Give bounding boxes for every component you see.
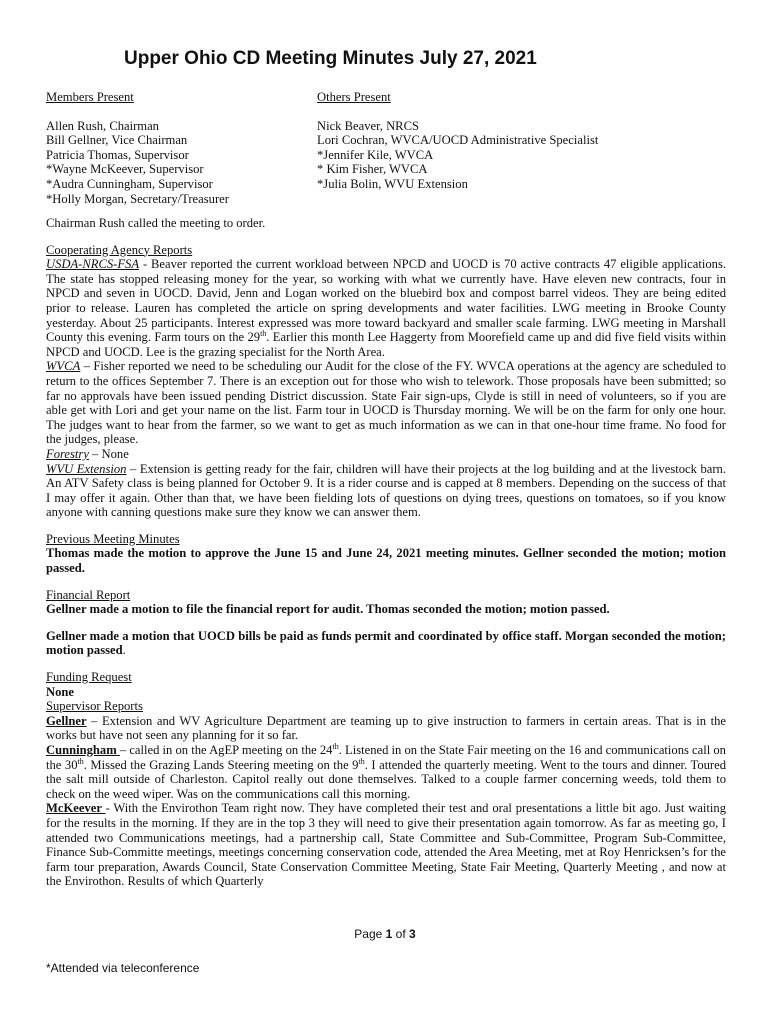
cunningham-text: – called in on the AgEP meeting on the 24 [119, 743, 333, 757]
financial-motion-2-end: . [122, 643, 126, 658]
wvu-label: WVU Extension [46, 461, 127, 476]
page-current: 1 [385, 927, 393, 941]
previous-minutes-motion: Thomas made the motion to approve the June 15 and June 24, 2021 meeting minutes. Gellner seconded the motion; motion passed. [46, 546, 726, 576]
gellner-label: Gellner [46, 713, 87, 728]
cunningham-text-4: . I attended the quarterly meeting. Went to the tours and dinner. Toured the salt mill outside of Charleston. Capitol really out done themselves. Talked to a couple farmer concerning weeds, told them to check on the weed wiper. Was on the communications call this morning. [46, 757, 726, 801]
funding-request-header: Funding Request [46, 670, 132, 685]
previous-minutes-header: Previous Meeting Minutes [46, 531, 180, 546]
others-present-header: Others Present [317, 90, 391, 104]
member-name: Allen Rush, Chairman [46, 118, 159, 133]
usda-report [46, 257, 726, 359]
page-total: 3 [409, 927, 416, 941]
minutes-body [46, 216, 726, 889]
member-name: *Wayne McKeever, Supervisor [46, 162, 204, 177]
mckeever-text: - With the Envirothon Team right now. They have completed their test and oral presentations a little bit ago. Just waiting for the results in the morning. If they are in the top 3 they will need to give their presentation again tomorrow. As far as meeting go, I attended two Communications meetings, had a partnership call, State Committee and Sub-Committee, Program Sub-Committee, Finance Sub-Committe meetings, meetings concerning conservation code, attended the Area Meeting, met at Roy Henricksen’s for the farm tour preparation, Awards Council, State Conservation Committee Meeting, State Fair Meeting, Quarterly Meeting , and now at the Envirothon. Results of which Quarterly [46, 801, 726, 889]
member-name: *Holly Morgan, Secretary/Treasurer [46, 191, 229, 206]
member-name: Patricia Thomas, Supervisor [46, 147, 189, 162]
financial-report-header: Financial Report [46, 587, 131, 602]
forestry-text: – None [88, 446, 129, 461]
wvca-report [46, 359, 726, 447]
usda-sup: th [260, 328, 267, 338]
page-prefix: Page [354, 927, 386, 941]
page-number [0, 927, 770, 941]
page-of: of [392, 927, 410, 941]
cunningham-sup-1: th [332, 741, 339, 751]
financial-motion-2 [46, 629, 726, 658]
wvca-text: – Fisher reported we need to be scheduling our Audit for the close of the FY. WVCA operations at the agency are scheduled to return to the offices September 7. There is an exception out for those who wish to telework. Those proposals have been submitted; so far no approvals have been issued pending District discussion. State Fair sign-ups, Clyde is still in need of volunteers, so if you are able get with Lori and get your name on the list. Farm tour in UOCD is Thursday morning. We will be on the farm for only one hour. The judges want to hear from the farmer, so we want to get as much information as we can in that one-hour time frame. No food for the judges, please. [46, 359, 726, 447]
usda-text: - Beaver reported the current workload between NPCD and UOCD is 70 active contracts 47 eligible applications. The state has stopped releasing money for the year, so working with what we currently have. Have eleven new contracts, four in NPCD and seven in UOCD. David, Jenn and Logan worked on the bluebird box and compost barrel videos. They are being edited prior to release. Lauren has completed the article on spring developments and water facilities. LWG meeting in Brooke County yesterday. About 25 participants. Interest expressed was more toward backyard and smaller scale farming. LWG meeting in Marshall County this evening. Farm tours on the 29 [46, 257, 726, 345]
other-name: * Kim Fisher, WVCA [317, 162, 428, 177]
cunningham-report [46, 743, 726, 801]
usda-label: USDA-NRCS-FSA [46, 257, 140, 272]
others-present-column [317, 90, 598, 192]
cunningham-text-3: . Missed the Grazing Lands Steering meeting on the 9 [83, 757, 359, 772]
member-name: Bill Gellner, Vice Chairman [46, 133, 188, 148]
page-title: Upper Ohio CD Meeting Minutes July 27, 2021 [124, 48, 537, 69]
call-to-order: Chairman Rush called the meeting to order. [46, 216, 266, 230]
other-name: Nick Beaver, NRCS [317, 118, 419, 133]
other-name: *Julia Bolin, WVU Extension [317, 176, 468, 191]
wvu-text: – Extension is getting ready for the fair, children will have their projects at the log building and at the livestock barn. An ATV Safety class is being planned for October 9. It is a rider course and is capped at 8 members. Depending on the success of that I may offer it again. Other than that, we have been fielding lots of questions on dying trees, questions on tomatoes, so if you know anyone with canning questions make sure they know we can answer them. [46, 461, 726, 520]
cunningham-text-2: . Listened in on the State Fair meeting on the 16 and communications call on the 30 [46, 743, 726, 772]
funding-request-value: None [46, 684, 74, 699]
member-name: *Audra Cunningham, Supervisor [46, 176, 213, 191]
cooperating-reports-header: Cooperating Agency Reports [46, 242, 193, 257]
usda-text-2: . Earlier this month Lee Haggerty from Moorefield came up and did five field visits within NPCD and UOCD. Lee is the grazing specialist for the North Area. [46, 330, 726, 359]
members-present-header: Members Present [46, 90, 134, 104]
cunningham-label: Cunningham [46, 743, 120, 757]
other-name: Lori Cochran, WVCA/UOCD Administrative Specialist [317, 133, 599, 148]
mckeever-report [46, 801, 726, 889]
gellner-text: – Extension and WV Agriculture Department are teaming up to give instruction to farmers in certain areas. That is in the works but have not seen any planning for it so far. [46, 713, 726, 743]
financial-motion-2-text: Gellner made a motion that UOCD bills be paid as funds permit and coordinated by office staff. Morgan seconded the motion; motion passed [46, 628, 726, 658]
gellner-report [46, 714, 726, 743]
financial-motion-1: Gellner made a motion to file the financial report for audit. Thomas seconded the motion; motion passed. [46, 602, 610, 617]
forestry-label: Forestry [46, 446, 89, 461]
teleconference-footnote: *Attended via teleconference [46, 961, 200, 975]
other-name: *Jennifer Kile, WVCA [317, 147, 434, 162]
wvu-report [46, 462, 726, 520]
cunningham-sup-3: th [358, 756, 365, 766]
cunningham-sup-2: th [77, 756, 84, 766]
members-present-column [46, 90, 229, 206]
wvca-label: WVCA [46, 359, 81, 374]
supervisor-reports-header: Supervisor Reports [46, 699, 143, 714]
forestry-report [46, 447, 726, 462]
mckeever-label: McKeever [46, 801, 106, 816]
